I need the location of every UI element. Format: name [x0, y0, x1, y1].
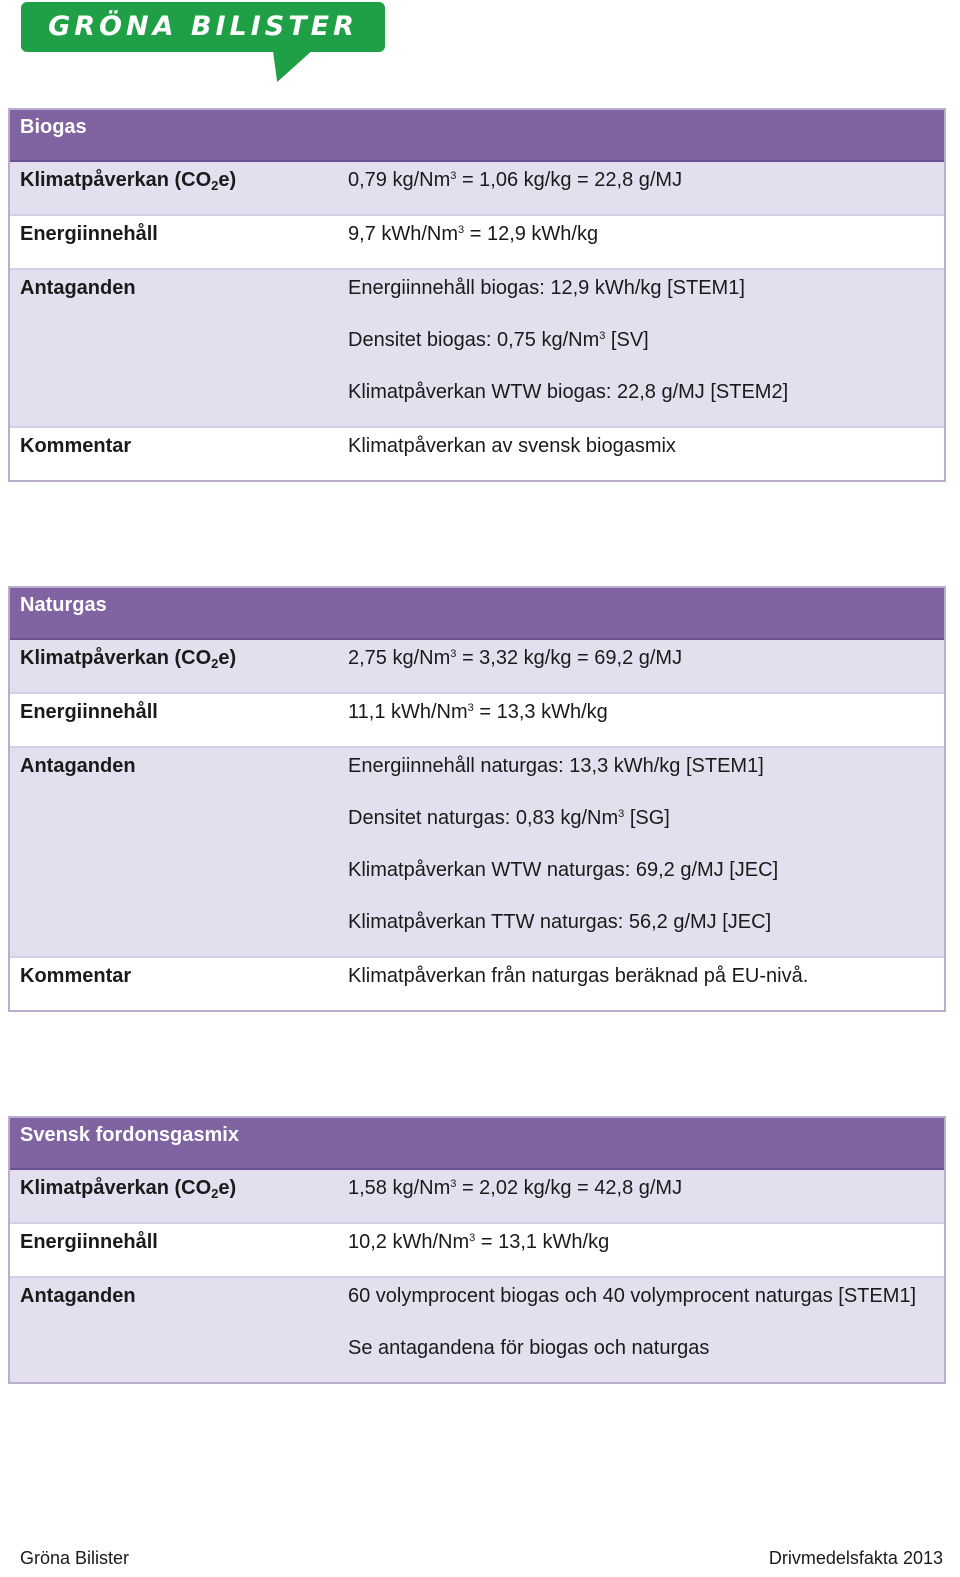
comment-label: Kommentar — [20, 435, 132, 457]
climate-value: 1,58 $kg/Nm^3 = 2,02$ kg/kg = 42,8 g/MJ — [348, 1177, 683, 1199]
footer-org: Gröna Bilister — [20, 1548, 130, 1568]
table-title: Biogas — [10, 110, 944, 162]
energy-row — [10, 692, 944, 746]
assumption-item: Klimatpåverkan WTW naturgas: 69,2 g/MJ [JEC] — [348, 859, 779, 881]
energy-label: Energiinnehåll — [20, 223, 158, 245]
energy-label: Energiinnehåll — [20, 701, 158, 723]
assumptions-value — [338, 748, 944, 956]
climate-row — [10, 1170, 944, 1222]
assumptions-row — [10, 1276, 944, 1382]
climate-value: 2,75 $kg/Nm^3 = 3,32$ kg/kg = 69,2 g/MJ — [348, 647, 683, 669]
biogas-table — [8, 108, 946, 482]
logo-text: GRÖNA BILISTER — [48, 11, 358, 42]
assumption-item: 60 volymprocent biogas och 40 volymprocent naturgas [STEM1] — [348, 1285, 917, 1307]
energy-value: 10,2 kWh/$Nm^3 = 13,1$ kWh/kg — [348, 1231, 610, 1253]
assumption-item: Densitet biogas: 0,75 kg/Nm$^3$ [SV] — [348, 329, 649, 351]
comment-value: Klimatpåverkan från naturgas beräknad på EU-nivå. — [348, 965, 809, 987]
energy-label: Energiinnehåll — [20, 1231, 158, 1253]
logo-tail — [261, 50, 313, 82]
climate-label: Klimatpåverkan $(CO_2e)$ — [20, 647, 237, 671]
comment-row — [10, 956, 944, 1010]
assumptions-label: Antaganden — [20, 277, 136, 299]
climate-value: 0,79 $kg/Nm^3 = 1,06$ kg/kg = 22,8 g/MJ — [348, 169, 683, 191]
assumptions-row — [10, 746, 944, 956]
climate-label: Klimatpåverkan $(CO_2e)$ — [20, 1177, 237, 1201]
assumption-item: Densitet naturgas: 0,83 kg/Nm$^3$ [SG] — [348, 807, 670, 829]
naturgas-table — [8, 586, 946, 1012]
brand-logo — [21, 2, 385, 82]
assumptions-label: Antaganden — [20, 755, 136, 777]
fordonsgasmix-table — [8, 1116, 946, 1384]
comment-value: Klimatpåverkan av svensk biogasmix — [348, 435, 676, 457]
climate-label: Klimatpåverkan $(CO_2e)$ — [20, 169, 237, 193]
comment-row — [10, 426, 944, 480]
footer-doc-title: Drivmedelsfakta 2013 — [768, 1548, 943, 1568]
energy-value: 9,7 kWh/$Nm^3 = 12,9$ kWh/kg — [348, 223, 599, 245]
assumption-item: Klimatpåverkan WTW biogas: 22,8 g/MJ [STEM2] — [348, 381, 789, 403]
assumptions-row — [10, 268, 944, 426]
table-title: Naturgas — [10, 588, 944, 640]
climate-row — [10, 162, 944, 214]
table-title: Svensk fordonsgasmix — [10, 1118, 944, 1170]
assumption-item: Energiinnehåll naturgas: 13,3 kWh/kg [STEM1] — [348, 755, 764, 777]
assumption-item: Se antagandena för biogas och naturgas — [348, 1337, 710, 1359]
assumptions-value — [338, 270, 944, 426]
assumptions-label: Antaganden — [20, 1285, 136, 1307]
assumption-item: Klimatpåverkan TTW naturgas: 56,2 g/MJ [JEC] — [348, 911, 772, 933]
climate-row — [10, 640, 944, 692]
energy-row — [10, 1222, 944, 1276]
assumption-item: Energiinnehåll biogas: 12,9 kWh/kg [STEM1] — [348, 277, 745, 299]
energy-value: 11,1 kWh/$Nm^3 = 13,3$ kWh/kg — [348, 701, 608, 723]
comment-label: Kommentar — [20, 965, 132, 987]
energy-row — [10, 214, 944, 268]
assumptions-value — [338, 1278, 944, 1382]
